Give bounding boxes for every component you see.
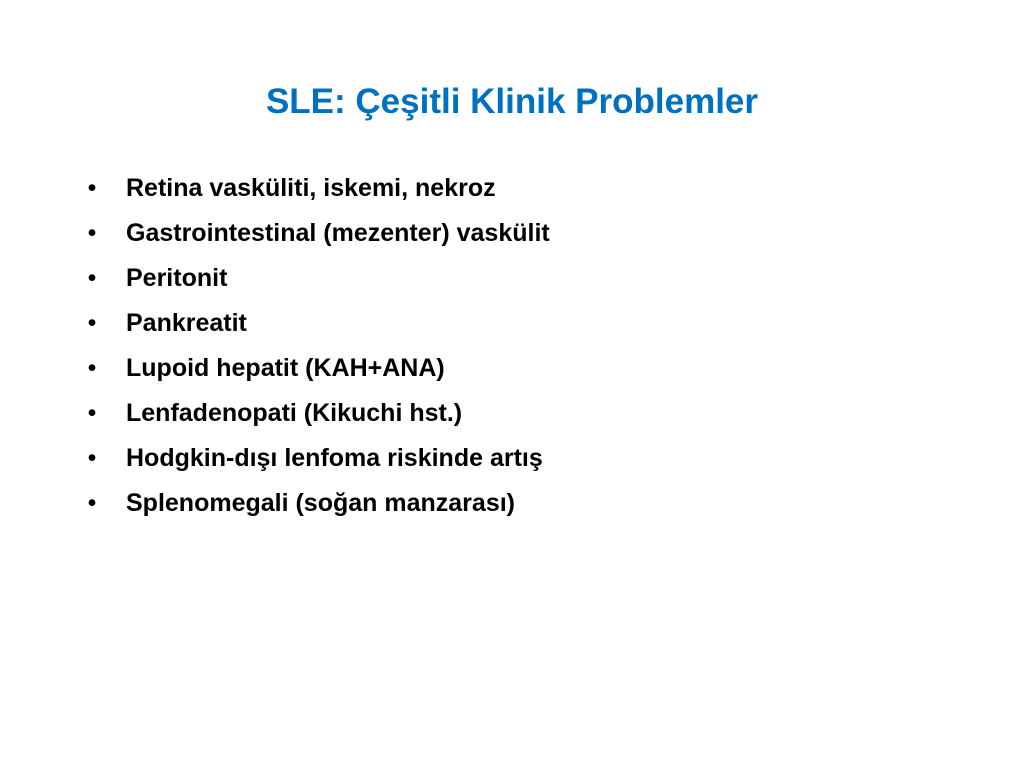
bullet-icon: • — [87, 444, 97, 472]
list-item — [82, 436, 550, 481]
list-item — [82, 301, 550, 346]
bullet-icon: • — [87, 219, 97, 247]
list-item-text: Hodgkin-dışı lenfoma riskinde artış — [126, 444, 543, 472]
list-item — [82, 391, 550, 436]
list-item-text: Peritonit — [126, 264, 228, 292]
bullet-icon: • — [87, 489, 97, 517]
list-item-text: Retina vasküliti, iskemi, nekroz — [126, 174, 496, 202]
list-item-text: Lupoid hepatit (KAH+ANA) — [126, 354, 445, 382]
list-item — [82, 211, 550, 256]
list-item-text: Gastrointestinal (mezenter) vaskülit — [126, 219, 550, 247]
list-item-text: Pankreatit — [126, 309, 247, 337]
list-item — [82, 346, 550, 391]
bullet-icon: • — [87, 264, 97, 292]
list-item-text: Splenomegali (soğan manzarası) — [126, 489, 515, 517]
list-item — [82, 256, 550, 301]
bullet-icon: • — [87, 174, 97, 202]
slide-title: SLE: Çeşitli Klinik Problemler — [265, 82, 759, 121]
bullet-icon: • — [87, 309, 97, 337]
bullet-icon: • — [87, 354, 97, 382]
bullet-icon: • — [87, 399, 97, 427]
bullet-list — [82, 166, 550, 526]
list-item — [82, 481, 550, 526]
list-item — [82, 166, 550, 211]
list-item-text: Lenfadenopati (Kikuchi hst.) — [126, 399, 463, 427]
